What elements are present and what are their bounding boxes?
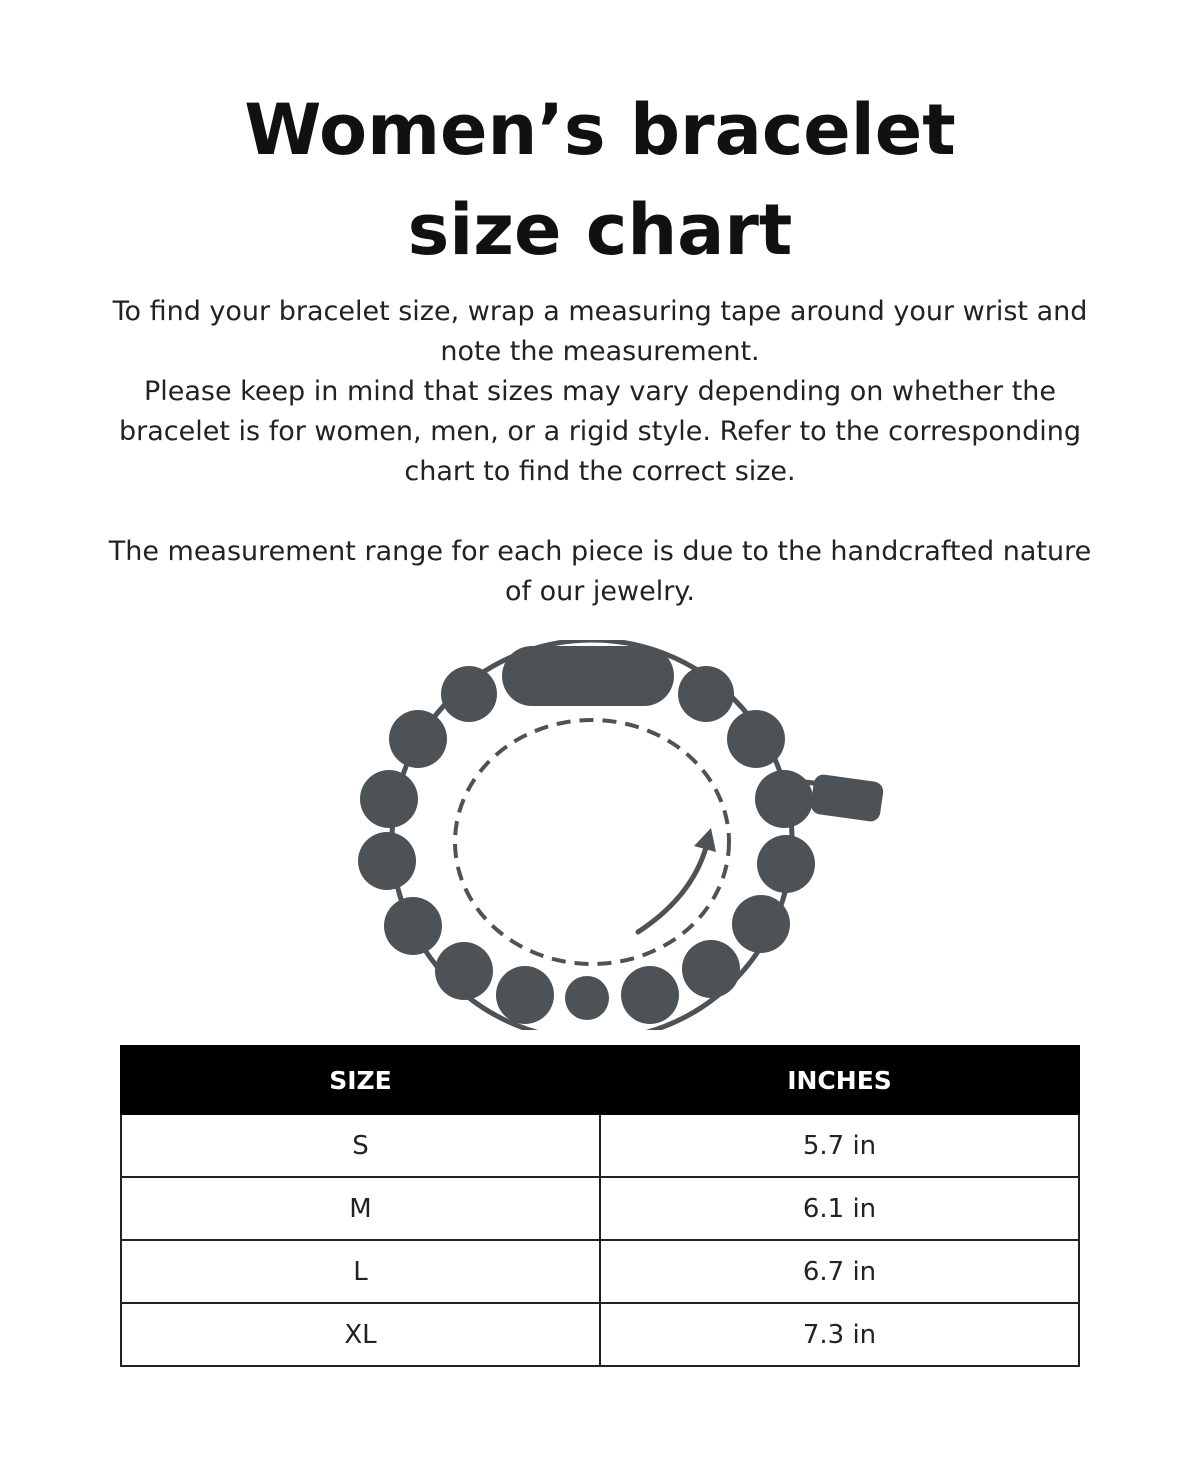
instruction-variation: Please keep in mind that sizes may vary depending on whether the bracelet is for women, men, or a rigid style. Refer to the corresponding chart to find the correct size. [119, 376, 1081, 487]
size-cell: M [121, 1177, 600, 1240]
table-row [121, 1303, 1079, 1366]
inches-cell: 5.7 in [600, 1114, 1079, 1177]
inches-cell: 6.1 in [600, 1177, 1079, 1240]
table-row [121, 1114, 1079, 1177]
bracelet-measuring-icon [300, 640, 900, 1030]
measuring-path [455, 720, 729, 964]
size-cell: XL [121, 1303, 600, 1366]
inches-cell: 6.7 in [600, 1240, 1079, 1303]
title-line-1: Women’s bracelet [244, 89, 956, 171]
size-cell: S [121, 1114, 600, 1177]
inches-cell: 7.3 in [600, 1303, 1079, 1366]
instruction-measure: To find your bracelet size, wrap a measuring tape around your wrist and note the measurement. [112, 296, 1088, 367]
instructions [100, 292, 1100, 612]
table-row [121, 1177, 1079, 1240]
column-header-inches: INCHES [600, 1046, 1079, 1114]
title-line-2: size chart [407, 189, 793, 271]
page-title [0, 80, 1200, 280]
table-header-row [121, 1046, 1079, 1114]
size-cell: L [121, 1240, 600, 1303]
bracelet-beads [358, 646, 884, 1024]
table-row [121, 1240, 1079, 1303]
instruction-handcrafted-note: The measurement range for each piece is due to the handcrafted nature of our jewelry. [108, 536, 1092, 607]
size-table [120, 1045, 1080, 1367]
column-header-size: SIZE [121, 1046, 600, 1114]
